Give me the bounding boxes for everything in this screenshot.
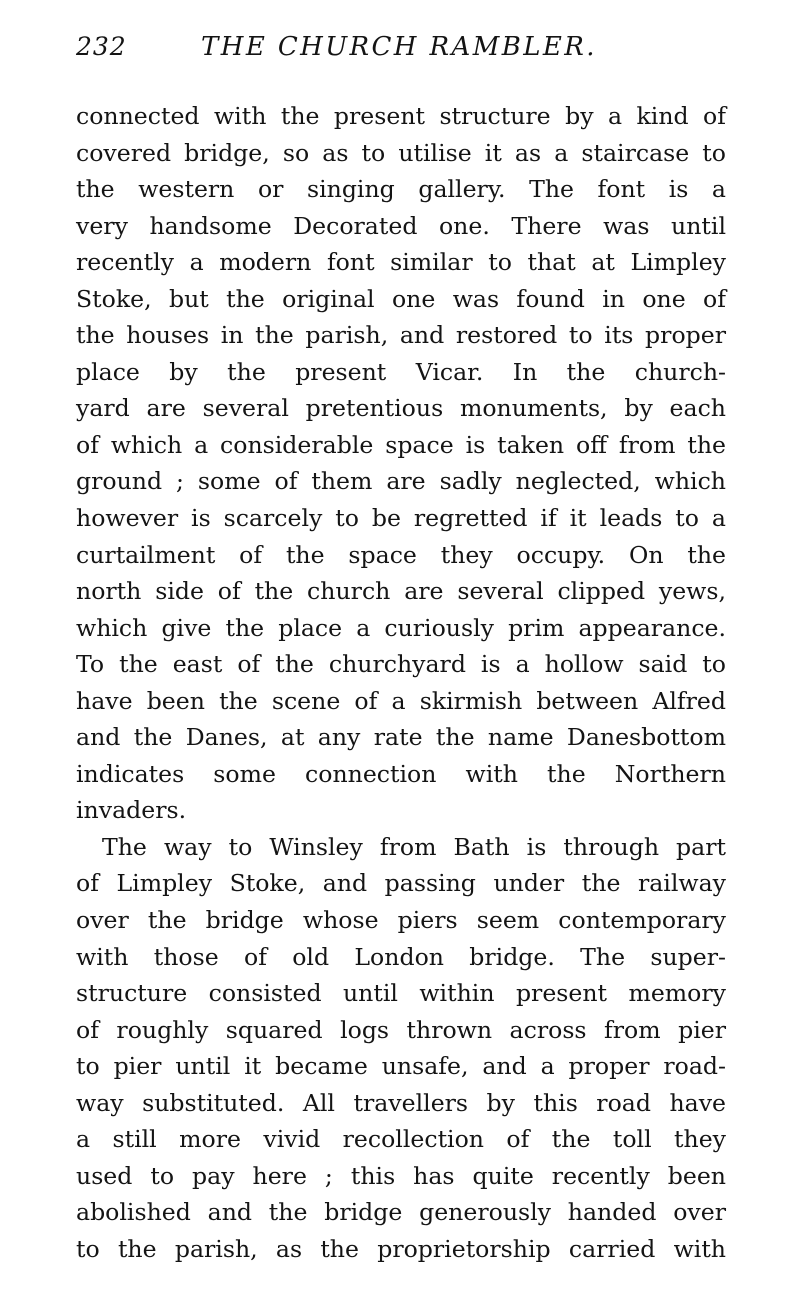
text-line: with those of old London bridge. The super-: [76, 942, 726, 971]
text-line: invaders.: [76, 796, 187, 825]
body-text: [76, 98, 726, 1268]
text-line: place by the present Vicar. In the church-: [76, 357, 726, 386]
text-line: the houses in the parish, and restored to its proper: [76, 321, 726, 350]
text-line: way substituted. All travellers by this road have: [76, 1088, 726, 1117]
text-line: abolished and the bridge generously handed over: [76, 1198, 726, 1227]
text-line: yard are several pretentious monuments, by each: [76, 394, 726, 423]
text-line: connected with the present structure by a kind of: [76, 102, 726, 130]
text-line: to the parish, as the proprietorship carried with: [76, 1234, 726, 1263]
text-line: used to pay here ; this has quite recently been: [76, 1161, 726, 1190]
text-line: have been the scene of a skirmish between Alfred: [76, 686, 726, 715]
text-line: of which a considerable space is taken off from the: [76, 430, 726, 459]
text-line: of roughly squared logs thrown across from pier: [76, 1015, 726, 1044]
text-line: structure consisted until within present memory: [76, 979, 726, 1008]
text-line: north side of the church are several clipped yews,: [76, 577, 726, 606]
text-line: ground ; some of them are sadly neglected, which: [76, 467, 726, 496]
running-title: THE CHURCH RAMBLER.: [201, 32, 597, 62]
text-line: and the Danes, at any rate the name Danesbottom: [76, 723, 726, 752]
text-line: covered bridge, so as to utilise it as a staircase to: [76, 138, 726, 167]
paragraph: [76, 98, 726, 829]
text-line: however is scarcely to be regretted if it leads to a: [76, 504, 726, 533]
text-line: indicates some connection with the Northern: [76, 759, 726, 788]
text-line: recently a modern font similar to that at Limpley: [76, 248, 726, 277]
text-line: curtailment of the space they occupy. On the: [76, 540, 726, 569]
text-line: a still more vivid recollection of the toll they: [76, 1125, 726, 1154]
page-number: 232: [76, 32, 127, 61]
text-line: of Limpley Stoke, and passing under the railway: [76, 869, 726, 898]
text-line: to pier until it became unsafe, and a proper road-: [76, 1052, 726, 1081]
page-header: [76, 28, 726, 68]
paragraph: [76, 829, 726, 1268]
text-line: To the east of the churchyard is a hollow said to: [76, 650, 726, 679]
text-line: the western or singing gallery. The font is a: [76, 175, 726, 204]
text-line: The way to Winsley from Bath is through part: [102, 832, 726, 861]
text-line: over the bridge whose piers seem contemporary: [76, 906, 726, 935]
text-line: Stoke, but the original one was found in one of: [76, 284, 726, 313]
text-line: very handsome Decorated one. There was until: [76, 211, 726, 240]
text-line: which give the place a curiously prim appearance.: [76, 613, 726, 642]
